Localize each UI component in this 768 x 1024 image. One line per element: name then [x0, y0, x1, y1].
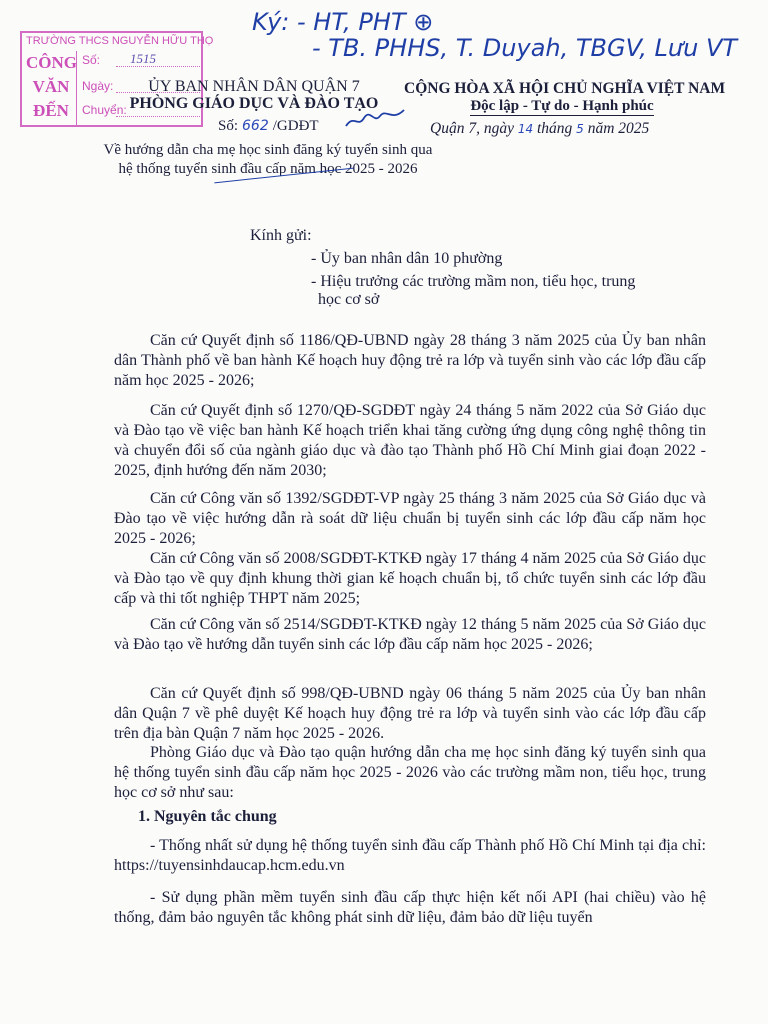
recipient-2: - Hiệu trưởng các trường mầm non, tiểu học, trung: [311, 273, 636, 290]
legal-basis-paragraph-2: Căn cứ Quyết định số 1270/QĐ-SGDĐT ngày 24 tháng 5 năm 2022 của Sở Giáo dục và Đào tạo về việc ban hành Kế hoạch triển khai tăng cường ứng dụng công nghệ thông tin và chuyển đổi số của ngành giáo dục và đào tạo Thành phố Hồ Chí Minh giai đoạn 2022 - 2025, định hướng đến năm 2030;: [114, 402, 706, 479]
stamp-cong-van-den: CÔNG VĂN ĐẾN: [26, 51, 77, 125]
legal-basis-paragraph-6: Căn cứ Quyết định số 998/QĐ-UBND ngày 06 tháng 5 năm 2025 của Ủy ban nhân dân Quận 7 về phê duyệt Kế hoạch huy động trẻ ra lớp và tuyển sinh vào các lớp đầu cấp trên địa bàn Quận 7 năm học 2025 - 2026.: [114, 685, 706, 742]
national-motto: Độc lập - Tự do - Hạnh phúc: [470, 98, 654, 114]
recipient-1: - Ủy ban nhân dân 10 phường: [311, 250, 503, 267]
document-subject: Về hướng dẫn cha mẹ học sinh đăng ký tuyển sinh qua hệ thống tuyển sinh đầu cấp năm học 2025 - 2026: [103, 142, 433, 177]
agency-name: PHÒNG GIÁO DỤC VÀ ĐÀO TẠO: [129, 95, 379, 112]
principle-item-2: - Sử dụng phần mềm tuyển sinh đầu cấp thực hiện kết nối API (hai chiều) vào hệ thống, đảm bảo nguyên tắc không phát sinh dữ liệu, đảm bảo dữ liệu tuyển: [114, 889, 706, 926]
intro-paragraph: Phòng Giáo dục và Đào tạo quận hướng dẫn cha mẹ học sinh đăng ký tuyển sinh qua hệ thống tuyển sinh đầu cấp năm học 2025 - 2026 vào các trường mầm non, tiểu học, trung học cơ sở như sau:: [114, 744, 706, 801]
section-heading-general-principles: 1. Nguyên tắc chung: [138, 808, 277, 825]
handwritten-note-line1: Ký: - HT, PHT ⊕: [252, 8, 434, 36]
stamp-field-number-label: Số:: [82, 53, 101, 67]
stamp-field-date-label: Ngày:: [82, 79, 114, 93]
agency-parent: ỦY BAN NHÂN DÂN QUẬN 7: [148, 78, 360, 95]
recipient-2-continued: học cơ sở: [318, 291, 380, 308]
legal-basis-paragraph-5: Căn cứ Công văn số 2514/SGDĐT-KTKĐ ngày 12 tháng 5 năm 2025 của Sở Giáo dục và Đào tạo về hướng dẫn tuyển sinh các lớp đầu cấp năm học 2025 - 2026;: [114, 616, 706, 653]
document-number-handwritten: 662: [242, 118, 269, 134]
stamp-field-transfer-label: Chuyển:: [82, 103, 127, 117]
stamp-field-number-value: 1515: [130, 51, 156, 66]
legal-basis-paragraph-1: Căn cứ Quyết định số 1186/QĐ-UBND ngày 28 tháng 3 năm 2025 của Ủy ban nhân dân Thành phố về ban hành Kế hoạch huy động trẻ ra lớp và tuyển sinh vào các lớp đầu cấp năm học 2025 - 2026;: [114, 332, 706, 389]
legal-basis-paragraph-3: Căn cứ Công văn số 1392/SGDĐT-VP ngày 25 tháng 3 năm 2025 của Sở Giáo dục và Đào tạo về việc hướng dẫn rà soát dữ liệu chuẩn bị tuyển sinh các lớp đầu cấp năm học 2025 - 2026;: [114, 490, 706, 547]
signature-scribble: [344, 106, 408, 137]
stamp-school-name: TRƯỜNG THCS NGUYỄN HỮU THỌ: [26, 35, 214, 47]
salutation: Kính gửi:: [250, 227, 312, 244]
document-number: Số: 662 /GDĐT: [218, 118, 319, 134]
legal-basis-paragraph-4: Căn cứ Công văn số 2008/SGDĐT-KTKĐ ngày 17 tháng 4 năm 2025 của Sở Giáo dục và Đào tạo về quy định khung thời gian kế hoạch chuẩn bị, tổ chức tuyển sinh các lớp đầu cấp và thi tốt nghiệp THPT năm 2025;: [114, 550, 706, 607]
handwritten-note-line2: - TB. PHHS, T. Duyah, TBGV, Lưu VT: [312, 34, 738, 62]
country-name: CỘNG HÒA XÃ HỘI CHỦ NGHĨA VIỆT NAM: [404, 80, 726, 97]
principle-item-1: - Thống nhất sử dụng hệ thống tuyển sinh đầu cấp Thành phố Hồ Chí Minh tại địa chỉ: https://tuyensinhdaucap.hcm.edu.vn: [114, 837, 706, 874]
issue-date: Quận 7, ngày 14 tháng 5 năm 2025: [430, 120, 650, 137]
